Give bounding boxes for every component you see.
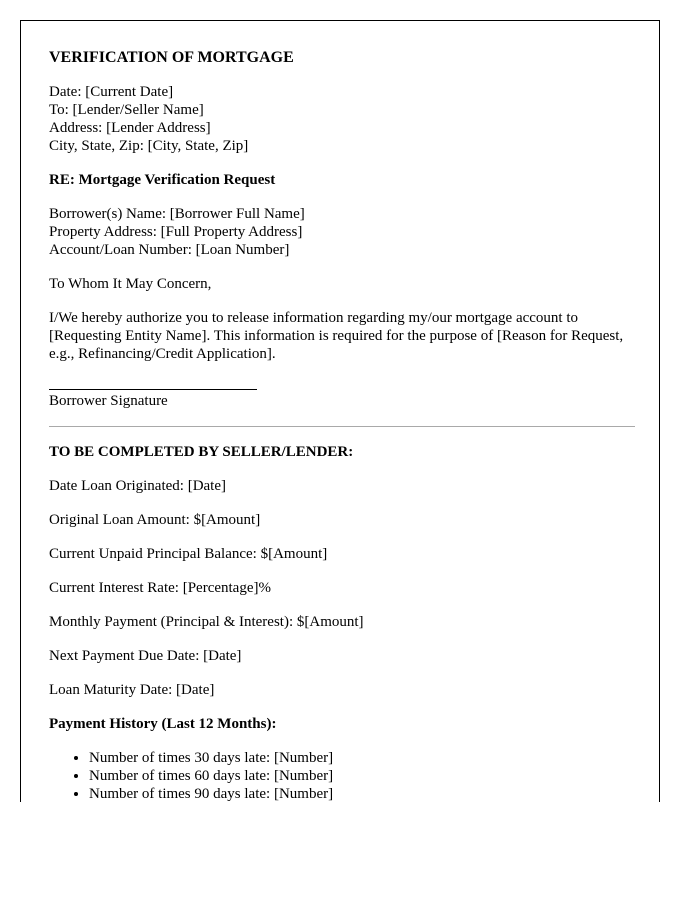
payment-history-heading: Payment History (Last 12 Months): [49, 716, 277, 732]
date-line: Date: [Current Date] [49, 84, 174, 100]
payment-history-list [49, 749, 635, 802]
document-title: VERIFICATION OF MORTGAGE [49, 49, 294, 66]
to-line: To: [Lender/Seller Name] [49, 102, 204, 118]
field-monthly-payment: Monthly Payment (Principal & Interest): $[Amount] [49, 614, 364, 630]
recipient-block [49, 83, 635, 155]
document-content [49, 49, 635, 802]
city-line: City, State, Zip: [City, State, Zip] [49, 138, 249, 154]
property-address-line: Property Address: [Full Property Address] [49, 224, 303, 240]
lender-section-heading: TO BE COMPLETED BY SELLER/LENDER: [49, 444, 354, 460]
field-interest-rate: Current Interest Rate: [Percentage]% [49, 580, 271, 596]
field-date-originated: Date Loan Originated: [Date] [49, 478, 227, 494]
field-maturity-date: Loan Maturity Date: [Date] [49, 682, 215, 698]
signature-label: Borrower Signature [49, 393, 168, 409]
re-line: RE: Mortgage Verification Request [49, 172, 276, 188]
account-number-line: Account/Loan Number: [Loan Number] [49, 242, 290, 258]
section-divider [49, 426, 635, 427]
salutation: To Whom It May Concern, [49, 276, 212, 292]
field-original-amount: Original Loan Amount: $[Amount] [49, 512, 261, 528]
borrower-name-line: Borrower(s) Name: [Borrower Full Name] [49, 206, 305, 222]
list-item: • Number of times 30 days late: [Number] [89, 749, 635, 767]
signature-line [49, 389, 257, 390]
list-item: • Number of times 60 days late: [Number] [89, 767, 635, 785]
authorization-paragraph: I/We hereby authorize you to release information regarding my/our mortgage account to [Requesting Entity Name]. This information is required for the purpose of [Reason for Request, e.g., Refinancing/Credit Application]. [49, 310, 624, 362]
address-line: Address: [Lender Address] [49, 120, 211, 136]
borrower-block [49, 205, 635, 259]
field-unpaid-balance: Current Unpaid Principal Balance: $[Amount] [49, 546, 328, 562]
document-page [20, 20, 660, 802]
field-next-due-date: Next Payment Due Date: [Date] [49, 648, 242, 664]
list-item: • Number of times 90 days late: [Number] [89, 785, 635, 802]
